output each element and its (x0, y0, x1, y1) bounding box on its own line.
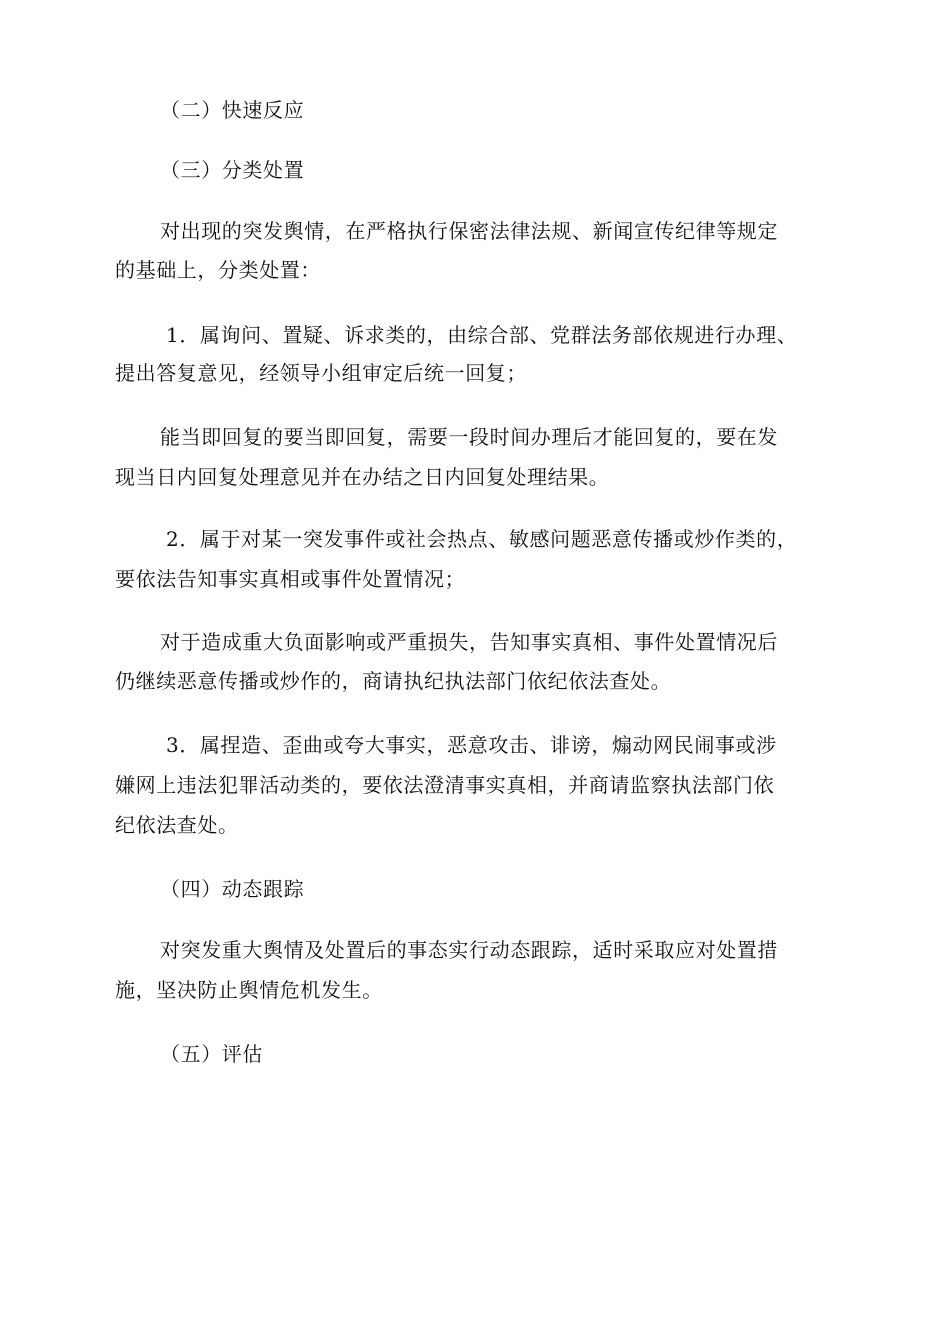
paragraph-line: 施，坚决防止舆情危机发生。 (115, 978, 383, 1002)
section-heading-classified-handling: （三）分类处置 (160, 158, 305, 182)
paragraph-line: 要依法告知事实真相或事件处置情况； (115, 567, 466, 591)
paragraph-line: 2．属于对某一突发事件或社会热点、敏感问题恶意传播或炒作类的， (166, 527, 798, 551)
paragraph-line: 提出答复意见，经领导小组审定后统一回复； (115, 361, 527, 385)
paragraph-line: 的基础上，分类处置： (115, 258, 321, 282)
paragraph-line: 1．属询问、置疑、诉求类的，由综合部、党群法务部依规进行办理、 (166, 323, 798, 347)
paragraph-line: 对出现的突发舆情，在严格执行保密法律法规、新闻宣传纪律等规定 (160, 219, 778, 243)
paragraph-line: 现当日内回复处理意见并在办结之日内回复处理结果。 (115, 465, 610, 489)
paragraph-line: 纪依法查处。 (115, 813, 239, 837)
paragraph-line: 仍继续恶意传播或炒作的，商请执纪执法部门依纪依法查处。 (115, 669, 672, 693)
paragraph-line: 对于造成重大负面影响或严重损失，告知事实真相、事件处置情况后 (160, 630, 778, 654)
paragraph-line: 3．属捏造、歪曲或夸大事实，恶意攻击、诽谤，煽动网民闹事或涉 (166, 733, 777, 757)
section-heading-rapid-response: （二）快速反应 (160, 98, 305, 122)
section-heading-dynamic-tracking: （四）动态跟踪 (160, 877, 305, 901)
paragraph-line: 对突发重大舆情及处置后的事态实行动态跟踪，适时采取应对处置措 (160, 938, 778, 962)
paragraph-line: 嫌网上违法犯罪活动类的，要依法澄清事实真相，并商请监察执法部门依 (115, 773, 775, 797)
section-heading-evaluation: （五）评估 (160, 1042, 263, 1066)
paragraph-line: 能当即回复的要当即回复，需要一段时间办理后才能回复的，要在发 (160, 425, 778, 449)
